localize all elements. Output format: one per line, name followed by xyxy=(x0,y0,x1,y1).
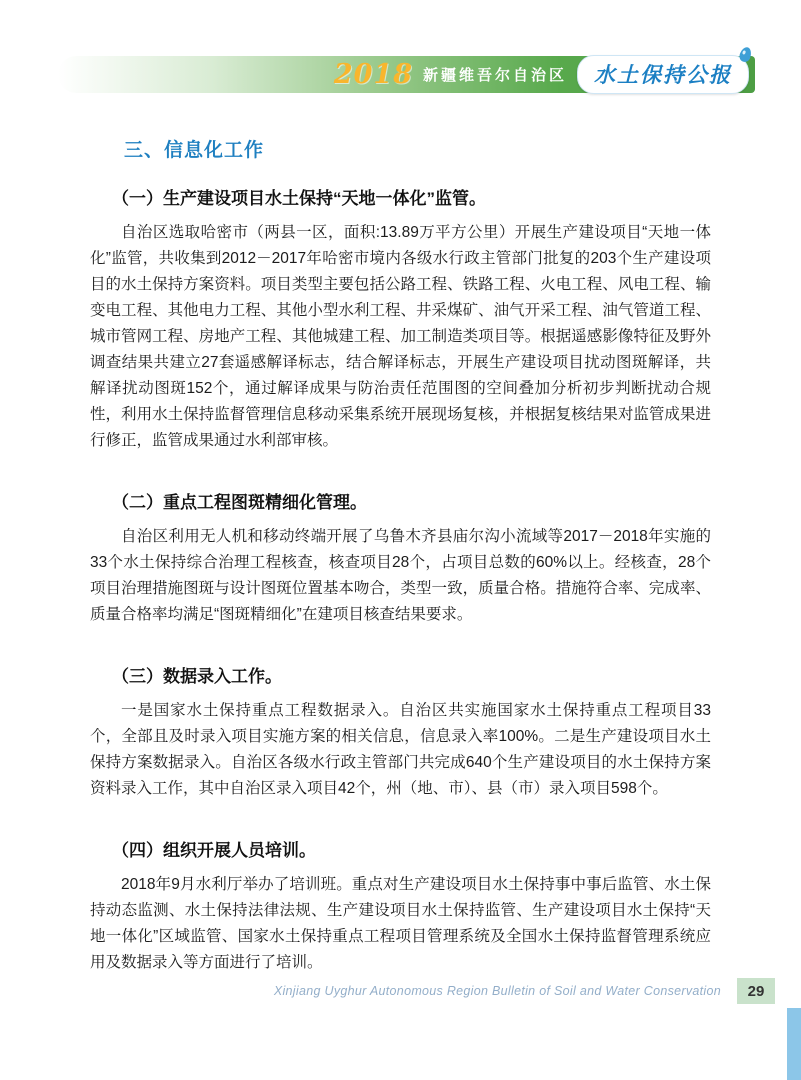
right-edge-bar xyxy=(787,1008,801,1080)
bulletin-title: 水土保持公报 xyxy=(594,64,732,87)
header-region-name: 新疆维吾尔自治区 xyxy=(422,67,567,84)
page-number: 29 xyxy=(747,982,765,1000)
section-title: 三、信息化工作 xyxy=(124,140,265,161)
subsection-4-paragraph: 2018年9月水利厅举办了培训班。重点对生产建设项目水土保持事中事后监管、水土保持动态监测、水土保持法律法规、生产建设项目水土保持监管、生产建设项目水土保持“天地一体化”区域监管、国家水土保持重点工程项目管理系统及全国水土保持监督管理系统应用及数据录入等方面进行了培训。 xyxy=(90,876,711,971)
subsection-3-title: （三）数据录入工作。 xyxy=(112,667,282,686)
page-number-tab xyxy=(737,978,775,1004)
subsection-1 xyxy=(90,188,711,454)
page-footer xyxy=(0,978,801,1004)
subsection-2 xyxy=(90,492,711,628)
subsection-4 xyxy=(90,840,711,976)
header-year: 2018 xyxy=(333,59,413,90)
footer-english-title: Xinjiang Uyghur Autonomous Region Bulletin of Soil and Water Conservation xyxy=(273,984,721,998)
subsection-1-title: （一）生产建设项目水土保持“天地一体化”监管。 xyxy=(112,189,486,208)
subsection-2-title: （二）重点工程图斑精细化管理。 xyxy=(112,493,367,512)
subsection-4-title: （四）组织开展人员培训。 xyxy=(112,841,316,860)
subsection-2-paragraph: 自治区利用无人机和移动终端开展了乌鲁木齐县庙尔沟小流域等2017－2018年实施的33个水土保持综合治理工程核查，核查项目28个，占项目总数的60%以上。经核查，28个项目治理措施图斑与设计图斑位置基本吻合，类型一致，质量合格。措施符合率、完成率、质量合格率均满足“图斑精细化”在建项目核查结果要求。 xyxy=(90,528,711,623)
subsection-3-paragraph: 一是国家水土保持重点工程数据录入。自治区共实施国家水土保持重点工程项目33个，全部且及时录入项目实施方案的相关信息，信息录入率100%。二是生产建设项目水土保持方案数据录入。自治区各级水行政主管部门共完成640个生产建设项目的水土保持方案资料录入工作，其中自治区录入项目42个，州（地、市）、县（市）录入项目598个。 xyxy=(90,702,711,797)
subsection-1-paragraph: 自治区选取哈密市（两县一区，面积:13.89万平方公里）开展生产建设项目“天地一体化”监管，共收集到2012－2017年哈密市境内各级水行政主管部门批复的203个生产建设项目的水土保持方案资料。项目类型主要包括公路工程、铁路工程、火电工程、风电工程、输变电工程、其他电力工程、其他小型水利工程、井采煤矿、油气开采工程、油气管道工程、城市管网工程、房地产工程、其他城建工程、加工制造类项目等。根据遥感影像特征及野外调查结果共建立27套遥感解译标志，结合解译标志，开展生产建设项目扰动图斑解译，共解译扰动图斑152个，通过解译成果与防治责任范围图的空间叠加分析初步判断扰动合规性，利用水土保持监督管理信息移动采集系统开展现场复核，并根据复核结果对监管成果进行修正，监管成果通过水利部审核。 xyxy=(90,224,711,449)
subsection-3 xyxy=(90,666,711,802)
